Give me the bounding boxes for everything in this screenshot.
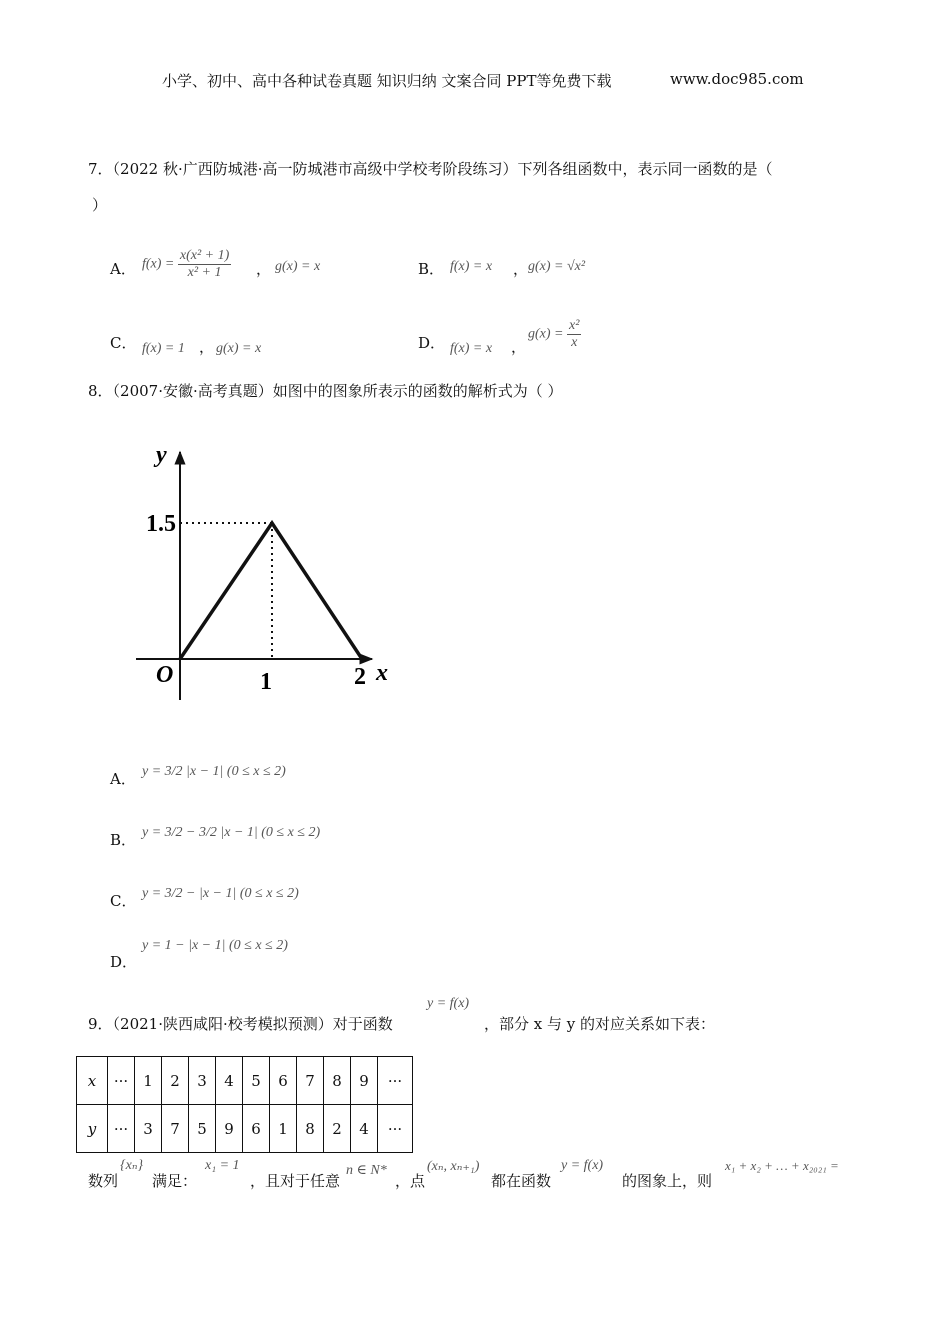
q7-option-c-label: C．: [110, 334, 137, 352]
table-row-x: [77, 1057, 413, 1105]
q9-line-b: 满足：: [152, 1172, 198, 1190]
table-row-y: [77, 1105, 413, 1153]
q7-stem-line2: ）: [92, 196, 108, 214]
table-cell: 3: [135, 1105, 162, 1153]
q9-n-in: n ∈ N*: [346, 1163, 387, 1178]
q7-option-d-label: D．: [418, 334, 446, 352]
q8-option-d-expr: y = 1 − |x − 1| (0 ≤ x ≤ 2): [142, 938, 288, 953]
q7-option-d-sep: ，: [511, 338, 527, 356]
q9-sum: x₁ + x₂ + … + x₂₀₂₁ =: [725, 1158, 839, 1173]
table-cell: 4: [351, 1105, 378, 1153]
q7-option-d-g: g(x) = $\frac{\text{x²}}{x}$: [528, 318, 580, 350]
y-axis-label: y: [156, 442, 167, 468]
table-cell: 6: [243, 1105, 270, 1153]
q7-option-c-f: f(x) = 1: [142, 341, 185, 356]
q8-option-b-expr: y = 3/2 − 3/2 |x − 1| (0 ≤ x ≤ 2): [142, 825, 321, 840]
table-cell: 7: [162, 1105, 189, 1153]
table-cell: 4: [216, 1057, 243, 1105]
table-cell: 5: [243, 1057, 270, 1105]
q8-graph: [130, 438, 400, 706]
origin-label: O: [156, 662, 174, 688]
q9-stem-b: ，部分 x 与 y 的对应关系如下表：: [484, 1015, 716, 1033]
q8-option-c-expr: y = 3/2 − |x − 1| (0 ≤ x ≤ 2): [142, 886, 299, 901]
header-url: www.doc985.com: [670, 70, 804, 88]
q8-option-b-label: B．: [110, 831, 137, 849]
q7-option-b-label: B．: [418, 260, 445, 278]
x-tick-1-label: 1: [260, 669, 272, 695]
table-cell: ···: [378, 1057, 413, 1105]
q9-point: (xₙ, xₙ₊₁): [427, 1159, 480, 1174]
table-cell: 1: [135, 1057, 162, 1105]
table-cell: 1: [270, 1105, 297, 1153]
header-text: 小学、初中、高中各种试卷真题 知识归纳 文案合同 PPT等免费下载: [162, 72, 612, 90]
q7-stem-line1: 7．（2022 秋·广西防城港·高一防城港市高级中学校考阶段练习）下列各组函数中，表示同一函数的是（: [88, 160, 773, 178]
q8-option-a-expr: y = 3/2 |x − 1| (0 ≤ x ≤ 2): [142, 764, 286, 779]
q9-x1: x₁ = 1: [205, 1158, 240, 1173]
q9-func2: y = f(x): [561, 1158, 604, 1173]
table-cell: ···: [108, 1105, 135, 1153]
x-axis-label: x: [376, 660, 388, 686]
table-cell: 5: [189, 1105, 216, 1153]
table-cell: 2: [324, 1105, 351, 1153]
q9-stem-a: 9．（2021·陕西咸阳·校考模拟预测）对于函数: [88, 1015, 393, 1033]
q9-seq: {xₙ}: [120, 1158, 144, 1173]
q7-option-b-g: g(x) = √x²: [528, 259, 586, 274]
q7-option-c-sep: ，: [199, 338, 215, 356]
q9-line-d: ，点: [395, 1172, 426, 1190]
q9-line-a: 数列: [88, 1172, 119, 1190]
q7-option-a-g: g(x) = x: [275, 259, 321, 274]
q8-stem: 8．（2007·安徽·高考真题）如图中的图象所表示的函数的解析式为（ ）: [88, 382, 563, 400]
table-cell: 8: [324, 1057, 351, 1105]
q8-option-d-label: D．: [110, 953, 138, 971]
table-cell: 9: [216, 1105, 243, 1153]
table-cell: 3: [189, 1057, 216, 1105]
q7-option-c-g: g(x) = x: [216, 341, 262, 356]
q7-option-a-sep: ，: [256, 260, 272, 278]
q8-option-a-label: A．: [110, 770, 136, 788]
q7-option-d-f: f(x) = x: [450, 341, 493, 356]
table-cell: y: [77, 1105, 108, 1153]
q9-table: [76, 1056, 413, 1153]
table-cell: 6: [270, 1057, 297, 1105]
x-tick-2-label: 2: [354, 664, 366, 690]
q9-line-c: ，且对于任意: [250, 1172, 341, 1190]
table-cell: 2: [162, 1057, 189, 1105]
table-cell: 8: [297, 1105, 324, 1153]
table-cell: x: [77, 1057, 108, 1105]
q9-stem-func: y = f(x): [427, 996, 470, 1011]
q7-option-a-label: A．: [110, 260, 136, 278]
q7-option-a-f: f(x) = $\frac{\text{x(x² + 1)}}{\text{x² + 1}}$: [142, 248, 230, 280]
q9-line-f: 的图象上，则: [622, 1172, 713, 1190]
q7-option-b-sep: ，: [513, 260, 529, 278]
q9-line-e: 都在函数: [491, 1172, 552, 1190]
q8-option-c-label: C．: [110, 892, 137, 910]
table-cell: 7: [297, 1057, 324, 1105]
table-cell: 9: [351, 1057, 378, 1105]
y-tick-label: 1.5: [146, 511, 176, 537]
table-cell: ···: [108, 1057, 135, 1105]
q7-option-b-f: f(x) = x: [450, 259, 493, 274]
table-cell: ···: [378, 1105, 413, 1153]
